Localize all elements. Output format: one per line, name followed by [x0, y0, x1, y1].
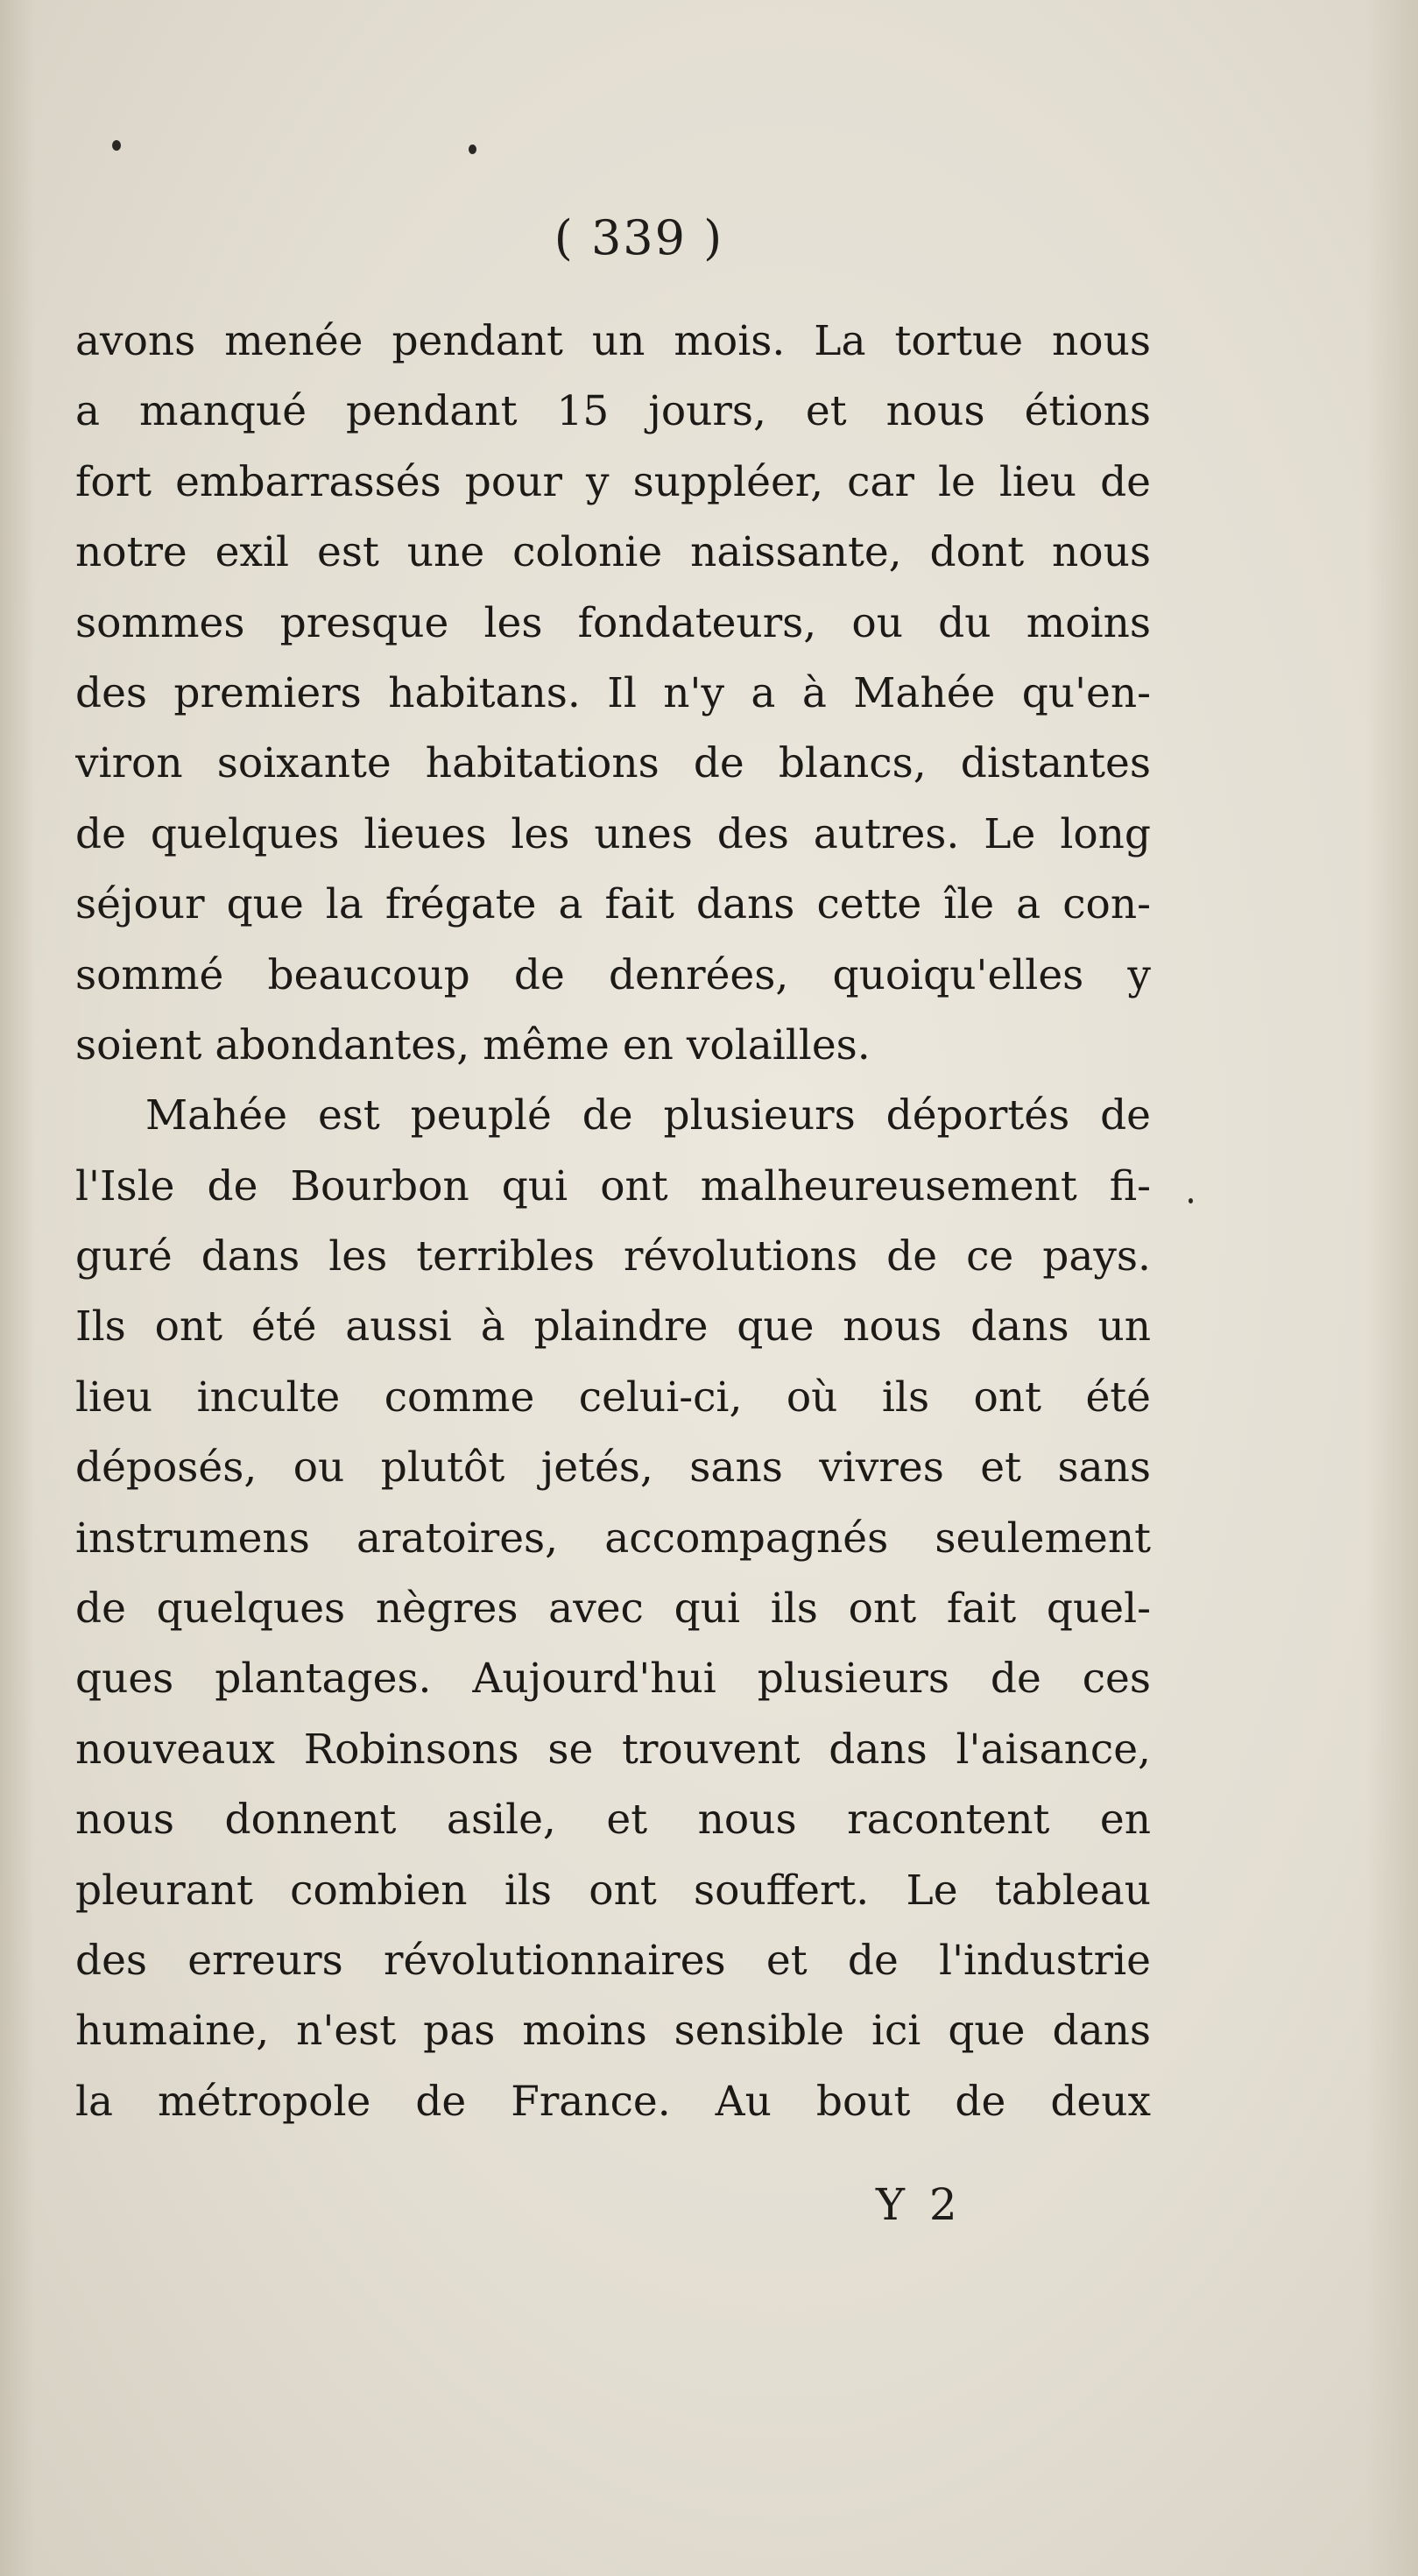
text-line: notre exil est une colonie naissante, dont nous — [75, 528, 1151, 577]
text-line: l'Isle de Bourbon qui ont malheureusement fi- — [75, 1161, 1151, 1210]
text-line: déposés, ou plutôt jetés, sans vivres et sans — [75, 1443, 1151, 1493]
text-line: nous donnent asile, et nous racontent en — [75, 1796, 1151, 1845]
text-line: soient abondantes, même en volailles. — [75, 1020, 871, 1069]
text-line: Ils ont été aussi à plaindre que nous dans un — [75, 1302, 1151, 1352]
text-line: lieu inculte comme celui-ci, où ils ont été — [75, 1373, 1151, 1422]
ink-speck — [1189, 1198, 1193, 1203]
signature-mark: Y 2 — [876, 2179, 963, 2230]
page-edge-shadow-right — [1365, 0, 1418, 2576]
text-line: humaine, n'est pas moins sensible ici que dans — [75, 2007, 1151, 2056]
ink-speck — [112, 140, 121, 151]
text-line: séjour que la frégate a fait dans cette île a con- — [75, 880, 1151, 929]
text-line: pleurant combien ils ont souffert. Le tableau — [75, 1866, 1151, 1915]
text-line: a manqué pendant 15 jours, et nous étions — [75, 387, 1151, 436]
text-line: ques plantages. Aujourd'hui plusieurs de ces — [75, 1655, 1151, 1704]
text-line: sommé beaucoup de denrées, quoiqu'elles y — [75, 950, 1151, 999]
text-line: la métropole de France. Au bout de deux — [75, 2077, 1151, 2126]
text-line: de quelques lieues les unes des autres. Le long — [75, 809, 1151, 858]
text-line: Mahée est peuplé de plusieurs déportés de — [145, 1091, 1151, 1140]
ink-speck — [469, 145, 476, 154]
text-line: des premiers habitans. Il n'y a à Mahée qu'en- — [75, 668, 1151, 717]
page-edge-shadow-left — [0, 0, 35, 2576]
text-line: viron soixante habitations de blancs, distantes — [75, 739, 1151, 788]
text-line: de quelques nègres avec qui ils ont fait quel- — [75, 1584, 1151, 1634]
text-line: avons menée pendant un mois. La tortue nous — [75, 317, 1151, 365]
text-line: des erreurs révolutionnaires et de l'industrie — [75, 1936, 1151, 1985]
text-line: guré dans les terribles révolutions de ce pays. — [75, 1232, 1151, 1281]
page-number: ( 339 ) — [554, 210, 724, 265]
text-line: sommes presque les fondateurs, ou du moins — [75, 598, 1151, 647]
body-text — [75, 307, 1151, 2137]
text-line: fort embarrassés pour y suppléer, car le lieu de — [75, 457, 1151, 506]
text-line: nouveaux Robinsons se trouvent dans l'aisance, — [75, 1725, 1151, 1774]
text-line: instrumens aratoires, accompagnés seulement — [75, 1514, 1151, 1563]
